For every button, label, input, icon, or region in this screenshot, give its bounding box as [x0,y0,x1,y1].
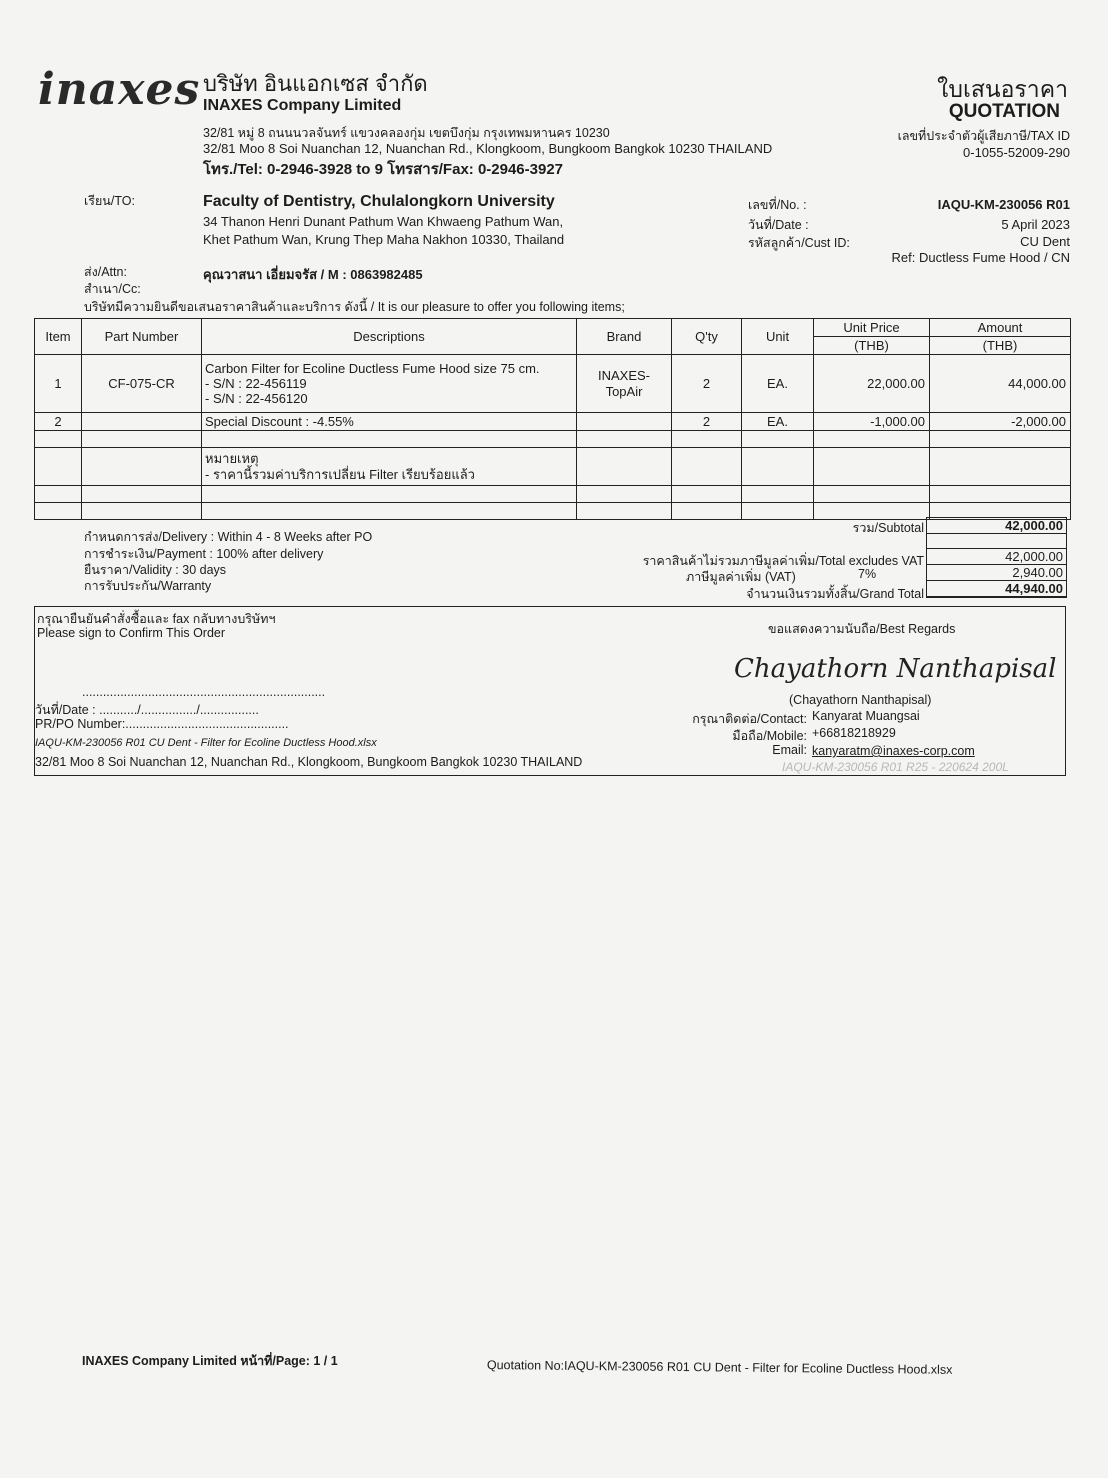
validity-term: ยืนราคา/Validity : 30 days [84,563,227,577]
table-row [35,486,1071,503]
company-name-en: INAXES Company Limited [203,97,402,114]
cust-id-label: รหัสลูกค้า/Cust ID: [748,236,850,250]
row1-desc-line1: Carbon Filter for Ecoline Ductless Fume Hood size 75 cm. [205,361,540,376]
mobile-label: มือถือ/Mobile: [732,729,807,743]
header-unit-price-currency: (THB) [814,337,930,355]
row1-description [202,355,577,413]
header-descriptions: Descriptions [202,319,577,355]
row1-unit: EA. [742,355,814,413]
excl-vat-label: ราคาสินค้าไม่รวมภาษีมูลค่าเพิ่ม/Total excludes VAT [642,554,924,568]
row1-brand-line2: TopAir [605,383,643,399]
delivery-term: กำหนดการส่ง/Delivery : Within 4 - 8 Weeks after PO [84,530,373,544]
table-header-row [35,319,1071,337]
grand-total-value: 44,940.00 [927,581,1067,598]
header-item: Item [35,319,82,355]
attn-value: คุณวาสนา เอี่ยมจรัส / M : 0863982485 [203,267,423,282]
table-row [35,431,1071,448]
quotation-title-en: QUOTATION [948,101,1060,122]
excl-vat-value: 42,000.00 [927,549,1067,565]
doc-no: IAQU-KM-230056 R01 [937,197,1070,212]
customer-name: Faculty of Dentistry, Chulalongkorn University [203,193,555,210]
to-label: เรียน/TO: [84,194,135,208]
row2-brand [577,413,672,431]
customer-address-2: Khet Pathum Wan, Krung Thep Maha Nakhon 10330, Thailand [203,232,565,247]
contact-name: Kanyarat Muangsai [812,709,920,723]
company-address-en: 32/81 Moo 8 Soi Nuanchan 12, Nuanchan Rd., Klongkoom, Bungkoom Bangkok 10230 THAILAND [203,141,773,156]
cust-id: CU Dent [1020,234,1070,249]
row2-description: Special Discount : -4.55% [202,413,577,431]
tax-id-label: เลขที่ประจำตัวผู้เสียภาษี/TAX ID [897,129,1070,143]
note-text: - ราคานี้รวมค่าบริการเปลี่ยน Filter เรียบร้อยแล้ว [205,466,475,482]
doc-date-label: วันที่/Date : [748,218,809,232]
row1-brand [577,355,672,413]
row2-qty: 2 [672,413,742,431]
footer-quotation-no: Quotation No:IAQU-KM-230056 R01 CU Dent - Filter for Ecoline Ductless Hood.xlsx [486,1358,953,1377]
confirm-address: 32/81 Moo 8 Soi Nuanchan 12, Nuanchan Rd., Klongkoom, Bungkoom Bangkok 10230 THAILAND [35,755,583,769]
payment-term: การชำระเงิน/Payment : 100% after delivery [84,547,324,561]
table-row [35,448,1071,486]
customer-address-1: 34 Thanon Henri Dunant Pathum Wan Khwaeng Pathum Wan, [203,214,564,229]
note-title: หมายเหตุ [205,450,259,466]
header-unit: Unit [742,319,814,355]
intro-text: บริษัทมีความยินดีขอเสนอราคาสินค้าและบริการ ดังนี้ / It is our pleasure to offer you following items; [84,300,625,314]
items-table [34,318,1071,520]
row2-amount: -2,000.00 [930,413,1071,431]
quotation-title-th: ใบเสนอราคา [937,76,1068,102]
email-label: Email: [772,743,807,757]
row1-desc-line3: - S/N : 22-456120 [205,391,308,406]
warranty-term: การรับประกัน/Warranty [84,579,212,593]
contact-label: กรุณาติดต่อ/Contact: [692,712,807,726]
header-unit-price: Unit Price [814,319,930,337]
footer-page: INAXES Company Limited หน้าที่/Page: 1 / 1 [82,1354,338,1368]
table-row [35,503,1071,520]
subtotal-value: 42,000.00 [927,518,1067,534]
company-tel: โทร./Tel: 0-2946-3928 to 9 โทรสาร/Fax: 0-2946-3927 [203,161,564,178]
signature-line: ...................................................................... [82,685,326,699]
company-logo: inaxes [38,64,201,115]
header-qty: Q'ty [672,319,742,355]
cc-label: สำเนา/Cc: [84,282,141,296]
doc-no-label: เลขที่/No. : [748,198,807,212]
company-address-th: 32/81 หมู่ 8 ถนนนวลจันทร์ แขวงคลองกุ่ม เขตบึงกุ่ม กรุงเทพมหานคร 10230 [203,126,610,140]
company-name-th: บริษัท อินแอกเซส จำกัด [203,71,428,96]
header-amount-currency: (THB) [930,337,1071,355]
vat-label: ภาษีมูลค่าเพิ่ม (VAT) [686,570,796,584]
tax-id: 0-1055-52009-290 [963,145,1070,160]
confirm-date: วันที่/Date : .........../................/................. [35,703,259,717]
vat-value: 2,940.00 [927,565,1067,581]
best-regards: ขอแสดงความนับถือ/Best Regards [768,622,956,636]
confirm-po-number: PR/PO Number:............................................... [35,717,289,731]
totals-box [926,517,1067,598]
vat-rate: 7% [858,567,877,581]
row2-unit: EA. [742,413,814,431]
row1-amount: 44,000.00 [930,355,1071,413]
header-part-number: Part Number [82,319,202,355]
row2-part [82,413,202,431]
row2-item: 2 [35,413,82,431]
file-watermark: IAQU-KM-230056 R01 R25 - 220624 200L [782,760,1009,774]
confirm-line-th: กรุณายืนยันคำสั่งซื้อและ fax กลับทางบริษัทฯ [37,612,276,626]
note-cell [202,448,577,486]
row1-desc-line2: - S/N : 22-456119 [205,376,307,391]
row1-qty: 2 [672,355,742,413]
row2-unit-price: -1,000.00 [814,413,930,431]
subtotal-label: รวม/Subtotal [852,521,924,535]
confirm-file-name: IAQU-KM-230056 R01 CU Dent - Filter for Ecoline Ductless Hood.xlsx [35,737,377,749]
row1-brand-line1: INAXES- [597,367,650,383]
reference: Ref: Ductless Fume Hood / CN [891,250,1070,265]
signer-name: (Chayathorn Nanthapisal) [789,693,932,707]
table-row [35,413,1071,431]
header-amount: Amount [930,319,1071,337]
attn-label: ส่ง/Attn: [84,265,127,279]
signature: Chayathorn Nanthapisal [734,654,1057,684]
header-brand: Brand [577,319,672,355]
grand-total-label: จำนวนเงินรวมทั้งสิ้น/Grand Total [746,587,924,601]
totals-blank-row [927,534,1067,549]
row1-item: 1 [35,355,82,413]
table-row [35,355,1071,413]
row1-part: CF-075-CR [82,355,202,413]
email-link[interactable]: kanyaratm@inaxes-corp.com [812,744,975,758]
mobile-number: +66818218929 [812,726,896,740]
doc-date: 5 April 2023 [1001,217,1070,232]
confirm-line-en: Please sign to Confirm This Order [37,626,226,640]
row1-unit-price: 22,000.00 [814,355,930,413]
